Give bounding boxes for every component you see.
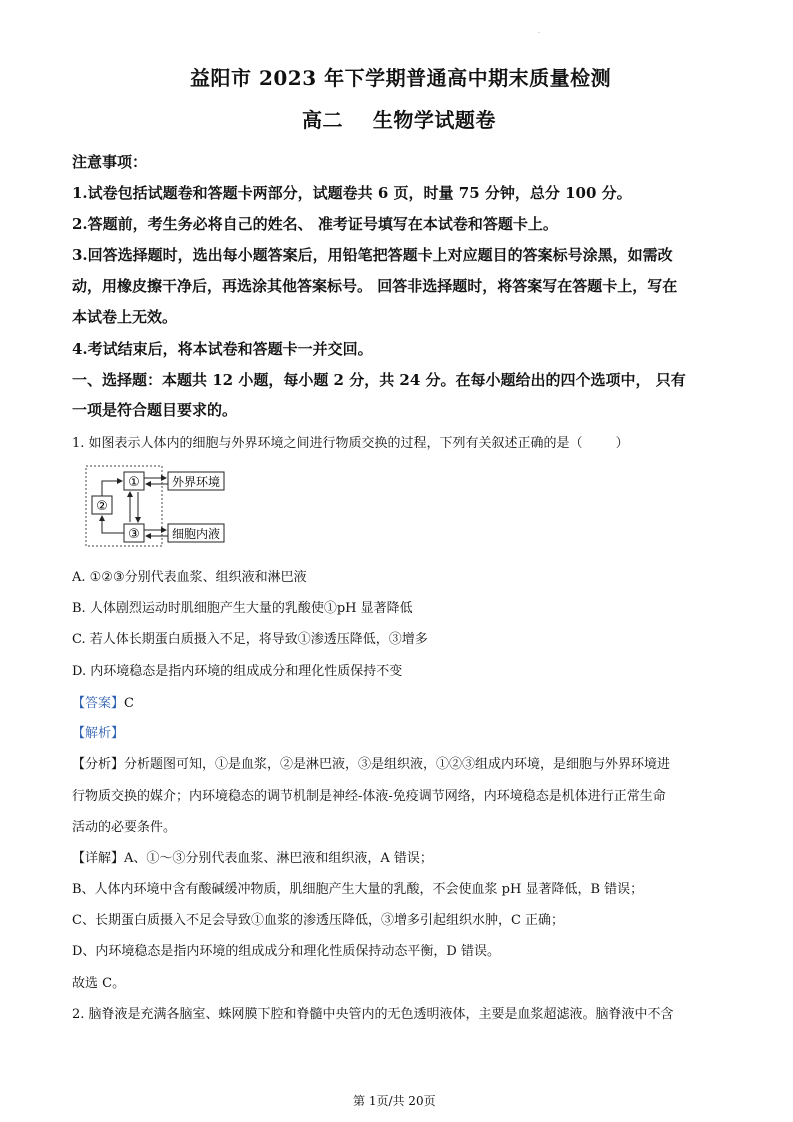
question-1-stem: 1. 如图表示人体内的细胞与外界环境之间进行物质交换的过程，下列有关叙述正确的是（ ） <box>72 436 629 451</box>
option-d: D. 内环境稳态是指内环境的组成成分和理化性质保持不变 <box>72 664 403 679</box>
analysis-line: 行物质交换的媒介；内环境稳态的调节机制是神经-体液-免疫调节网络，内环境稳态是机体进行正常生命 <box>72 789 666 804</box>
option-a: A. ①②③分别代表血浆、组织液和淋巴液 <box>72 570 307 585</box>
analysis-line: B、人体内环境中含有酸碱缓冲物质，肌细胞产生大量的乳酸，不会使血浆 pH 显著降低，B 错误； <box>72 882 644 897</box>
analysis-line: D、内环境稳态是指内环境的组成成分和理化性质保持动态平衡，D 错误。 <box>72 944 500 959</box>
notice-line: 2.答题前，考生务必将自己的姓名、 准考证号填写在本试卷和答题卡上。 <box>72 215 558 233</box>
notice-line: 1.试卷包括试题卷和答题卡两部分，试题卷共 6 页，时量 75 分钟，总分 100 分。 <box>72 184 632 202</box>
top-mark: · <box>538 30 540 37</box>
exam-title: 益阳市 2023 年下学期普通高中期末质量检测 <box>190 66 612 90</box>
option-b: B. 人体剧烈运动时肌细胞产生大量的乳酸使①pH 显著降低 <box>72 601 413 616</box>
notice-line: 动，用橡皮擦干净后，再选涂其他答案标号。 回答非选择题时，将答案写在答题卡上，写在 <box>72 277 678 295</box>
analysis-tag: 【解析】 <box>72 726 125 741</box>
answer-line <box>72 692 134 711</box>
node-3-label: ③ <box>128 527 140 542</box>
answer-value: C <box>124 696 134 711</box>
notice-heading: 注意事项： <box>72 153 148 171</box>
node-1-label: ① <box>128 475 140 490</box>
analysis-line: 【详解】A、①～③分别代表血浆、淋巴液和组织液，A 错误； <box>72 851 433 866</box>
page-footer: 第 1页/共 20页 <box>353 1094 436 1108</box>
analysis-line: 故选 C。 <box>72 976 126 991</box>
analysis-line: 活动的必要条件。 <box>72 820 177 835</box>
analysis-line: C、长期蛋白质摄入不足会导致①血浆的渗透压降低，③增多引起组织水肿，C 正确； <box>72 913 565 928</box>
option-c: C. 若人体长期蛋白质摄入不足，将导致①渗透压降低，③增多 <box>72 632 428 647</box>
cell-fluid-label: 细胞内液 <box>171 527 221 541</box>
node-2-label: ② <box>96 499 108 514</box>
outer-environment-label: 外界环境 <box>171 475 221 489</box>
question-2-stem: 2. 脑脊液是充满各脑室、蛛网膜下腔和脊髓中央管内的无色透明液体，主要是血浆超滤液。脑脊液中不含 <box>72 1007 674 1022</box>
analysis-line: 【分析】分析题图可知，①是血浆，②是淋巴液，③是组织液，①②③组成内环境，是细胞与外界环境进 <box>72 757 671 772</box>
notice-line: 3.回答选择题时，选出每小题答案后，用铅笔把答题卡上对应题目的答案标号涂黑，如需改 <box>72 246 673 264</box>
notice-line: 本试卷上无效。 <box>72 308 178 326</box>
section-heading: 一项是符合题目要求的。 <box>72 401 238 419</box>
q1-diagram <box>80 462 230 550</box>
exam-subtitle: 高二 生物学试题卷 <box>302 108 496 132</box>
section-heading: 一、选择题：本题共 12 小题，每小题 2 分，共 24 分。在每小题给出的四个选项中， 只有 <box>72 371 686 389</box>
notice-line: 4.考试结束后，将本试卷和答题卡一并交回。 <box>72 340 373 358</box>
answer-tag: 【答案】 <box>72 696 125 711</box>
